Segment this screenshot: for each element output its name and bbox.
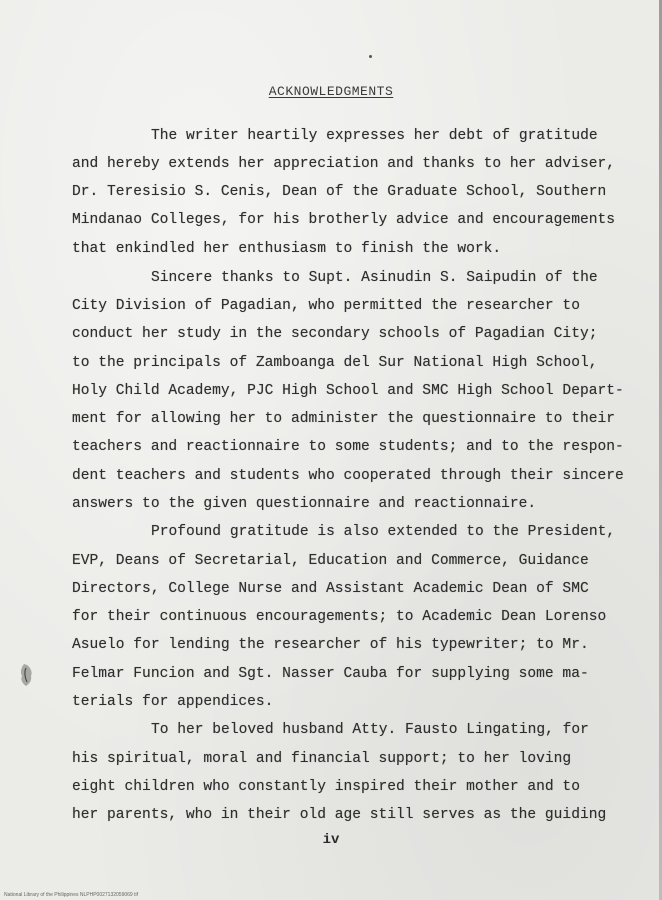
text-line: terials for appendices. <box>72 694 274 710</box>
text-line: teachers and reactionnaire to some students; and to the respon- <box>72 439 624 455</box>
page-number: iv <box>322 832 340 848</box>
text-line: eight children who constantly inspired their mother and to <box>72 779 580 795</box>
text-line: Directors, College Nurse and Assistant Academic Dean of SMC <box>72 581 589 597</box>
text-line: her parents, who in their old age still serves as the guiding <box>72 807 607 823</box>
text-line: for their continuous encouragements; to Academic Dean Lorenso <box>72 609 607 625</box>
text-line: Mindanao Colleges, for his brotherly advice and encouragements <box>72 212 615 228</box>
scan-footer: National Library of the Philippines NLPHP0027132059069 tif <box>4 892 138 898</box>
ink-speck <box>369 55 372 58</box>
text-line: answers to the given questionnaire and reactionnaire. <box>72 496 537 512</box>
text-line: to the principals of Zamboanga del Sur National High School, <box>72 355 598 371</box>
text-line: Sincere thanks to Supt. Asinudin S. Saipudin of the <box>151 270 598 286</box>
text-line: that enkindled her enthusiasm to finish the work. <box>72 241 502 257</box>
text-line: dent teachers and students who cooperated through their sincere <box>72 468 624 484</box>
text-line: Holy Child Academy, PJC High School and SMC High School Depart- <box>72 383 624 399</box>
text-line: Asuelo for lending the researcher of his typewriter; to Mr. <box>72 637 589 653</box>
page-title: ACKNOWLEDGMENTS <box>268 84 394 99</box>
text-line: his spiritual, moral and financial support; to her loving <box>72 751 572 767</box>
ink-smudge <box>18 662 36 688</box>
text-line: Felmar Funcion and Sgt. Nasser Cauba for supplying some ma- <box>72 666 589 682</box>
text-line: The writer heartily expresses her debt of gratitude <box>151 128 598 144</box>
text-line: Dr. Teresisio S. Cenis, Dean of the Graduate School, Southern <box>72 184 607 200</box>
text-line: conduct her study in the secondary schools of Pagadian City; <box>72 326 598 342</box>
text-line: ment for allowing her to administer the questionnaire to their <box>72 411 615 427</box>
text-line: and hereby extends her appreciation and thanks to her adviser, <box>72 156 615 172</box>
text-line: City Division of Pagadian, who permitted the researcher to <box>72 298 580 314</box>
text-line: EVP, Deans of Secretarial, Education and Commerce, Guidance <box>72 553 589 569</box>
text-line: Profound gratitude is also extended to the President, <box>151 524 616 540</box>
text-line: To her beloved husband Atty. Fausto Lingating, for <box>151 722 589 738</box>
